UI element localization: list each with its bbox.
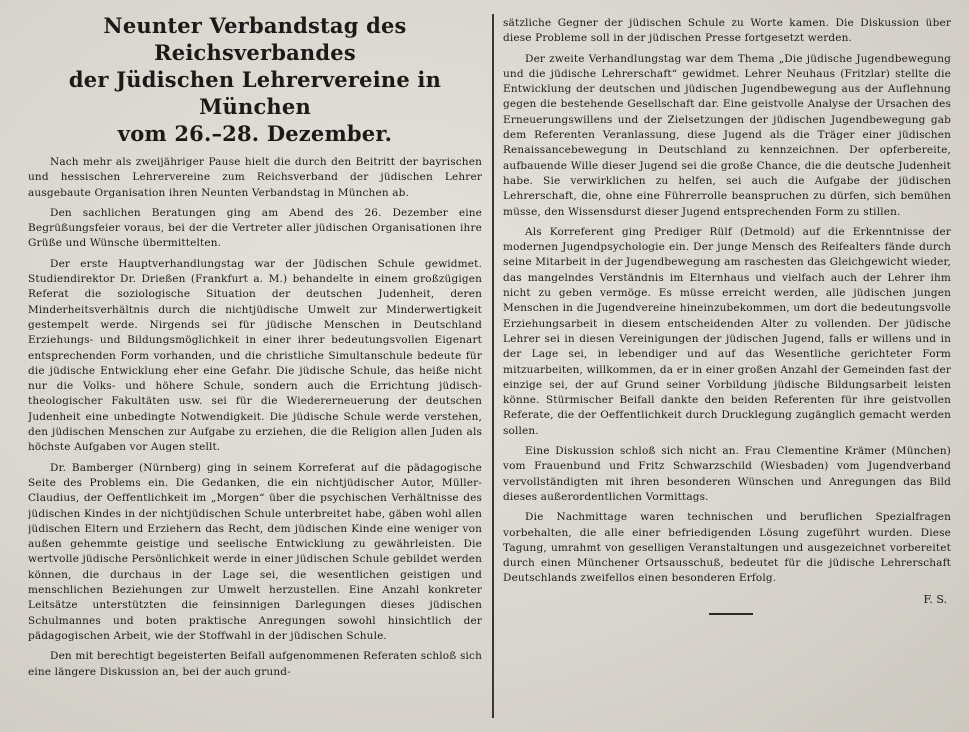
paragraph-afternoons: Die Nachmittage waren technischen und beruflichen Spezialfragen vorbehalten, die alle einer befriedigenden Lösung zugeführt wurden. Diese Tagung, umrahmt von geselligen Veranstaltungen und ausgezeichnet vorbereitet durch einen Münchener Ortsausschuß, bedeutet für die jüdische Lehrerschaft Deutschlands zweifellos einen besonderen Erfolg. (503, 511, 951, 585)
end-rule (709, 613, 753, 615)
paragraph-intro: Nach mehr als zweijähriger Pause hielt die durch den Beitritt der bayrischen und hessischen Lehrervereine zum Reichsverband der jüdischen Lehrer ausgebaute Organisation ihren Neunten Verbandstag in München ab. (28, 156, 482, 199)
paragraph-discussion-cont: sätzliche Gegner der jüdischen Schule zu Worte kamen. Die Diskussion über diese Probleme soll in der jüdischen Presse fortgesetzt werden. (503, 17, 951, 45)
paragraph-korreferent: Als Korreferent ging Prediger Rülf (Detmold) auf die Erkenntnisse der modernen Jugendpsychologie ein. Der junge Mensch des Reifealters fände durch seine Mitarbeit in der Jugendbewegung am raschesten das Gleichgewicht wieder, das mangelndes Verständnis im Elternhaus und vielfach auch der Lehrer ihm nicht zu geben vermöge. Es müsse erreicht werden, alle jüdischen jungen Menschen in die Jugendvereine hineinzubekommen, um dort die bedeutungsvolle Erziehungsarbeit in diesem entscheidenden Alter zu vollenden. Der jüdische Lehrer sei in diesen Vereinigungen der jüdischen Jugend, falls er willens und in der Lage sei, in lebendiger und auf das Wesentliche gerichteter Form mitzuarbeiten, willkommen, da er in einer großen Anzahl der Gemeinden fast der einzige sei, der auf Grund seiner Vorbildung jüdische Bildungsarbeit leisten könne. Stürmischer Beifall dankte den beiden Referenten für ihre geistvollen Referate, die der Oeffentlichkeit durch Drucklegung zugänglich gemacht werden sollen. (503, 225, 951, 437)
right-column (503, 16, 951, 728)
column-divider (492, 14, 494, 718)
headline-line-1: Neunter Verbandstag des Reichsverbandes (103, 13, 407, 65)
left-column (28, 12, 482, 728)
paragraph-bamberger: Dr. Bamberger (Nürnberg) ging in seinem Korreferat auf die pädagogische Seite des Problems ein. Die Gedanken, die ein nichtjüdischer Autor, Müller-Claudius, der Oeffentlichkeit im „Morgen“ über die psychischen Verhältnisse des jüdischen Kindes in der nichtjüdischen Schule unterbreitet habe, gäben wohl allen jüdischen Eltern und Erziehern das Recht, dem jüdischen Kinde eine weniger von außen gehemmte geistige und seelische Entwicklung zu gewährleisten. Die wertvolle jüdische Persönlichkeit werde in einer jüdischen Schule gebildet werden können, die durchaus in der Lage sei, die wesentlichen geistigen und menschlichen Beziehungen zur Umwelt herzustellen. Eine Anzahl konkreter Leitsätze unterstützten die feinsinnigen Darlegungen dieses jüdischen Schulmannes und boten praktische Anregungen sowohl hinsichtlich der pädagogischen Arbeit, wie der Stoffwahl in der jüdischen Schule. (28, 461, 482, 642)
article-headline (28, 12, 482, 147)
paragraph-no-discussion: Eine Diskussion schloß sich nicht an. Frau Clementine Krämer (München) vom Frauenbund und Fritz Schwarzschild (Wiesbaden) vom Jugendverband vervollständigten mit ihren besonderen Wünschen und Anregungen das Bild dieses außerordentlichen Vormittags. (503, 445, 951, 503)
paragraph-welcome: Den sachlichen Beratungen ging am Abend des 26. Dezember eine Begrüßungsfeier voraus, bei der die Vertreter aller jüdischen Organisationen ihre Grüße und Wünsche übermittelten. (28, 206, 482, 250)
paragraph-discussion-start: Den mit berechtigt begeisterten Beifall aufgenommenen Referaten schloß sich eine längere Diskussion an, bei der auch grund- (28, 650, 482, 678)
paragraph-second-day: Der zweite Verhandlungstag war dem Thema „Die jüdische Jugendbewegung und die jüdische Lehrerschaft“ gewidmet. Lehrer Neuhaus (Fritzlar) stellte die Entwicklung der deutschen und jüdischen Jugendbewegung aus der Auflehnung gegen die bestehende Gesellschaft dar. Eine geistvolle Analyse der Ursachen des Erneuerungswillens und der Zielsetzungen der jüdischen Jugendbewegung gab dem Referenten Veranlassung, diese Jugend als die Träger einer jüdischen Renaissancebewegung in Deutschland zu kennzeichnen. Der opferbereite, aufbauende Wille dieser Jugend sei die große Chance, die die deutsche Judenheit habe. Sie verwirklichen zu helfen, sei auch die Aufgabe der jüdischen Lehrerschaft, die, ohne eine Führerrolle beanspruchen zu dürfen, sich bemühen müsse, den Wissensdurst dieser Jugend entsprechenden Form zu stillen. (503, 52, 951, 218)
author-signature: F. S. (923, 592, 947, 606)
headline-line-3: vom 26.–28. Dezember. (117, 121, 393, 146)
headline-line-2: der Jüdischen Lehrervereine in München (68, 67, 442, 119)
paragraph-first-day: Der erste Hauptverhandlungstag war der Jüdischen Schule gewidmet. Studiendirektor Dr. Drießen (Frankfurt a. M.) behandelte in einem großzügigen Referat die soziologische Situation der deutschen Judenheit, deren Minderheitsverhältnis durch die nichtjüdische Umwelt zur Minderwertigkeit gestempelt werde. Nirgends sei für jüdische Menschen in Deutschland Erziehungs- und Bildungsmöglichkeit in einer ihrer bedeutungsvollen Eigenart entsprechenden Form vorhanden, und die christliche Simultanschule bedeute für die jüdische Entwicklung eher eine Gefahr. Die jüdische Schule, das heiße nicht nur die Volks- und höhere Schule, sondern auch die Errichtung jüdisch-theologischer Fakultäten usw. sei für die Wiedererneuerung der deutschen Judenheit eine unbedingte Notwendigkeit. Die jüdische Schule werde verstehen, den jüdischen Menschen zur Aufgabe zu erziehen, die die Religion allen Juden als höchste Aufgaben vor Augen stellt. (28, 257, 482, 454)
